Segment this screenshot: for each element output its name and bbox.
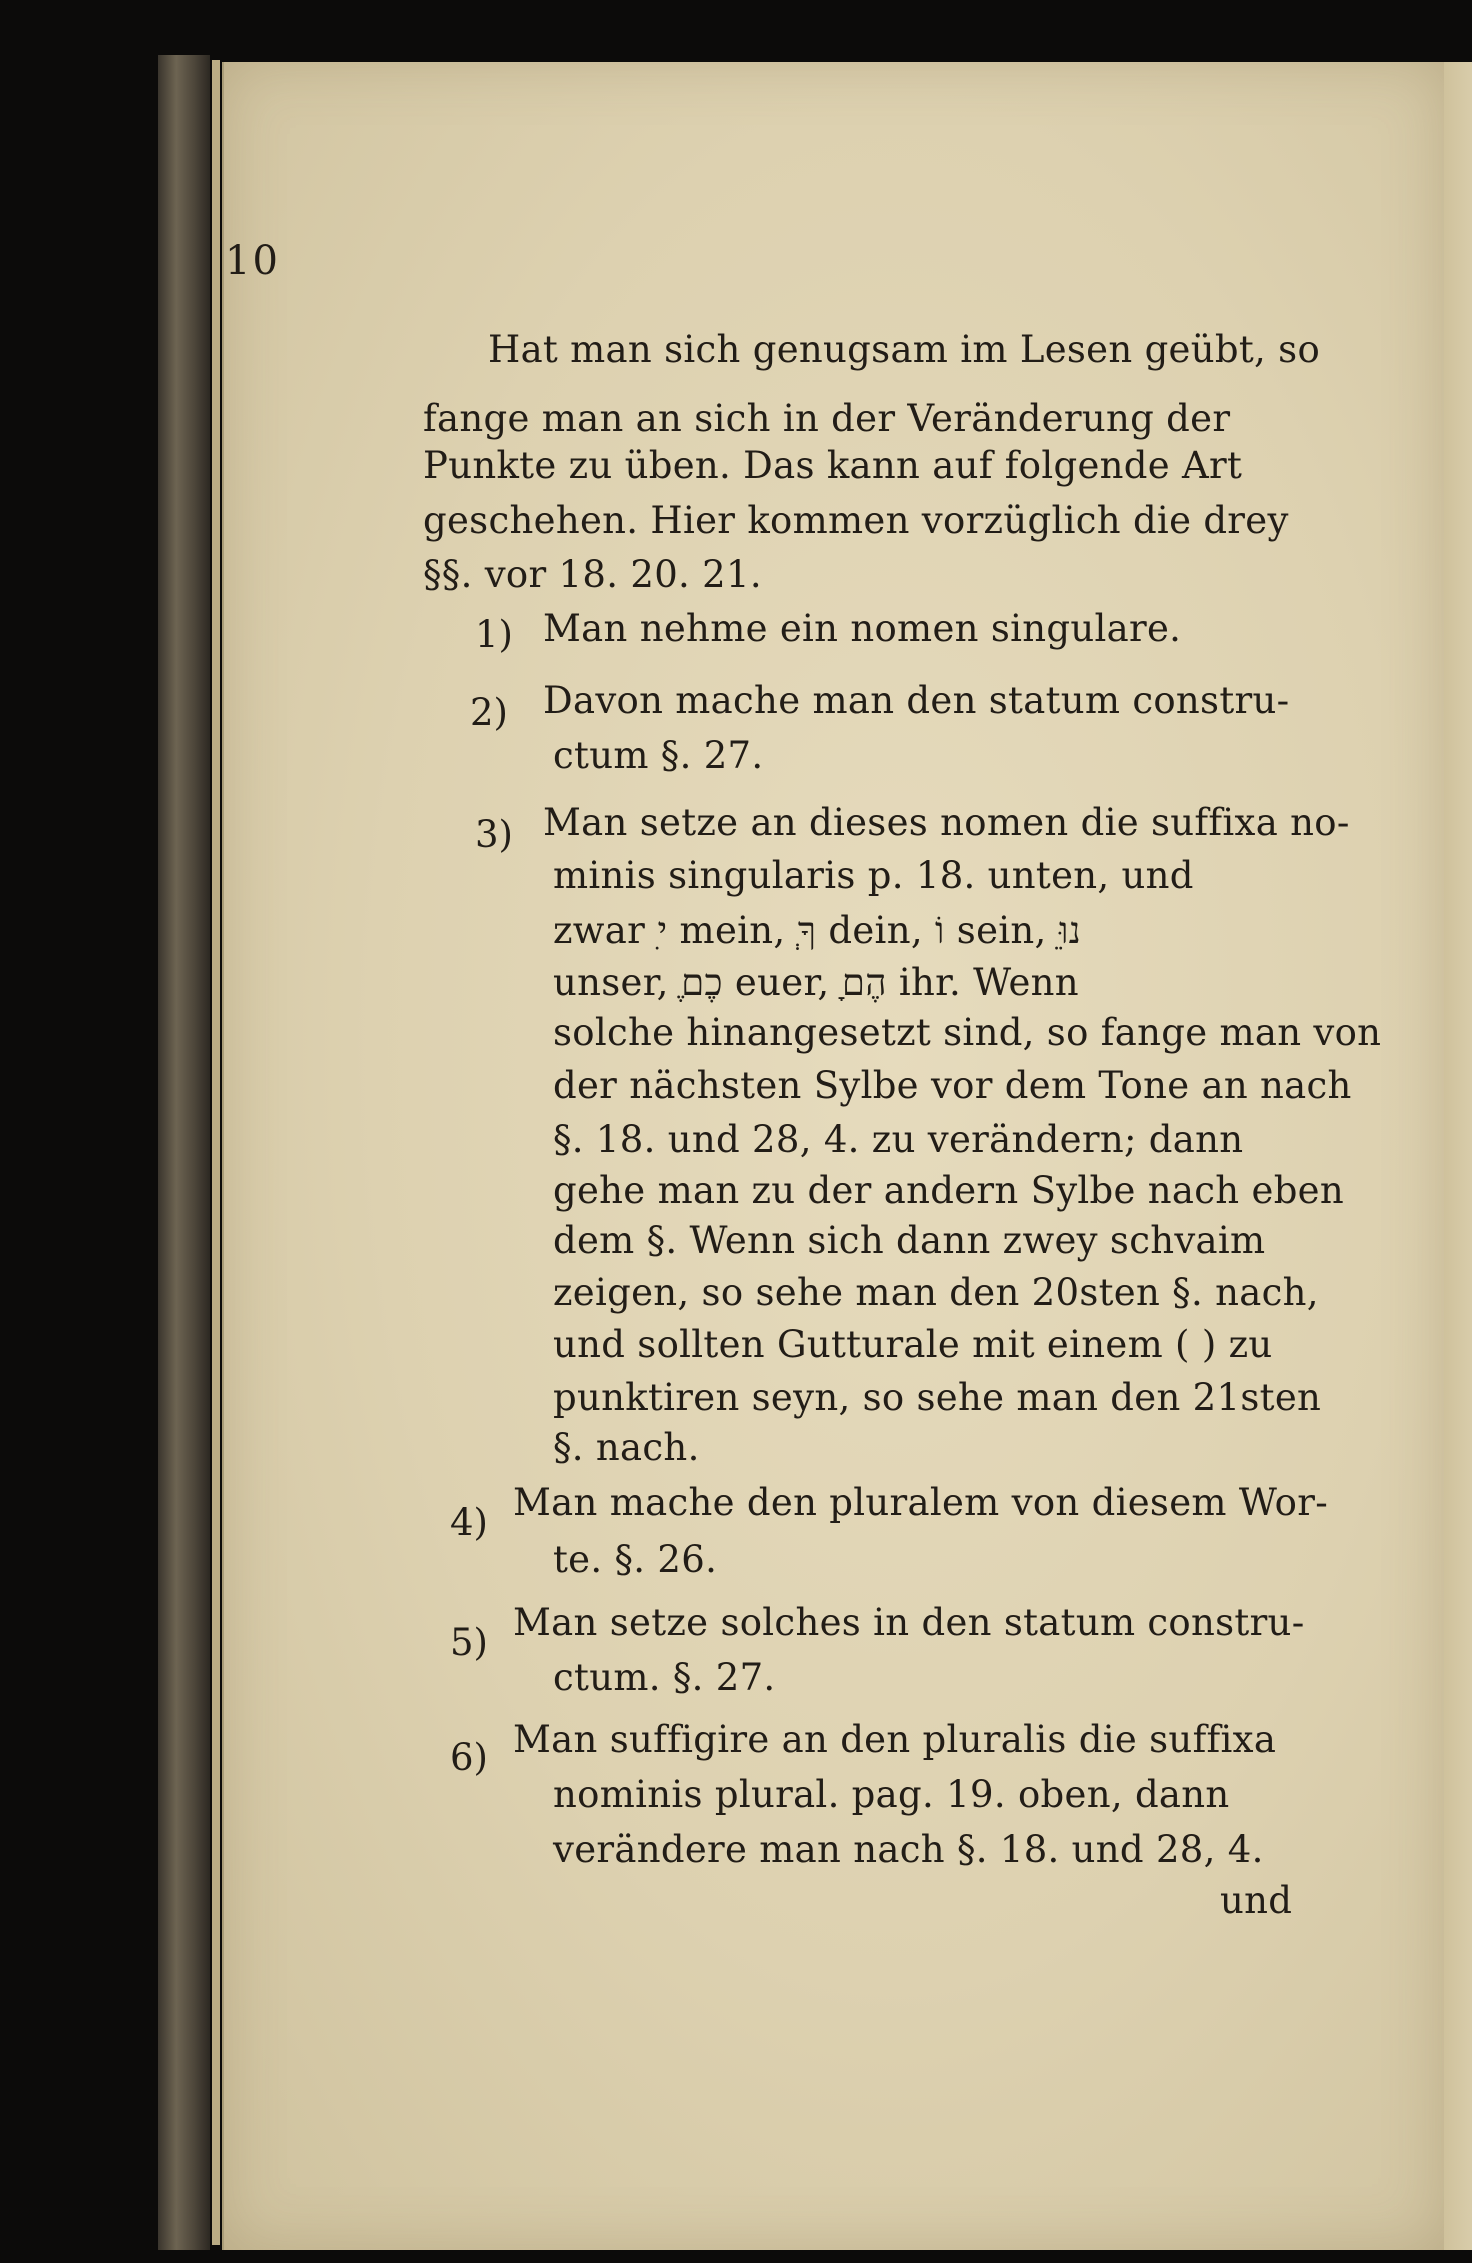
list-item-line: der nächsten Sylbe vor dem Tone an nach [553, 1064, 1352, 1107]
list-item-line: verändere man nach §. 18. und 28, 4. [553, 1828, 1264, 1871]
list-item-line: ctum. §. 27. [553, 1656, 776, 1699]
list-item-number: 4) [450, 1501, 488, 1544]
list-item-line: Man setze an dieses nomen die suffixa no- [543, 801, 1350, 844]
list-item-line: Man mache den pluralem von diesem Wor- [513, 1481, 1329, 1524]
list-item-number: 1) [475, 613, 513, 656]
list-item-line: Davon mache man den statum constru- [543, 679, 1290, 722]
paragraph-line-2: fange man an sich in der Veränderung der [423, 397, 1231, 440]
paragraph-line-3: Punkte zu üben. Das kann auf folgende Art [423, 444, 1243, 487]
list-item-line: minis singularis p. 18. unten, und [553, 854, 1194, 897]
list-item-line: punktiren seyn, so sehe man den 21sten [553, 1376, 1322, 1419]
list-item-line: §. nach. [553, 1426, 700, 1469]
list-item-line: Man nehme ein nomen singulare. [543, 607, 1182, 650]
list-item-number: 2) [470, 691, 508, 734]
list-item-line: solche hinangesetzt sind, so fange man von [553, 1011, 1382, 1054]
book-spine [158, 55, 210, 2250]
list-item-line: nominis plural. pag. 19. oben, dann [553, 1773, 1230, 1816]
paragraph-line-1: Hat man sich genugsam im Lesen geübt, so [488, 328, 1321, 371]
list-item-line: Man setze solches in den statum constru- [513, 1601, 1305, 1644]
list-item-line: und sollten Gutturale mit einem ( ) zu [553, 1323, 1273, 1366]
list-item-line: dem §. Wenn sich dann zwey schvaim [553, 1219, 1266, 1262]
list-item-line: Man suffigire an den pluralis die suffixa [513, 1718, 1277, 1761]
list-item-line: unser, ֶכֶם euer, ָהֶם ihr. Wenn [553, 961, 1079, 1004]
list-item-number: 3) [475, 813, 513, 856]
list-item-line: §. 18. und 28, 4. zu verändern; dann [553, 1118, 1244, 1161]
list-item-line: zeigen, so sehe man den 20sten §. nach, [553, 1271, 1319, 1314]
list-item-number: 5) [450, 1621, 488, 1664]
list-item-line: ctum §. 27. [553, 734, 764, 777]
list-item-number: 6) [450, 1736, 488, 1779]
paragraph-line-4: geschehen. Hier kommen vorzüglich die drey [423, 499, 1289, 542]
catchword: und [1220, 1879, 1293, 1922]
list-item-line: gehe man zu der andern Sylbe nach eben [553, 1169, 1345, 1212]
list-item-line: zwar ִי mein, ְךָ dein, וֹ sein, ֵנוּ [553, 909, 1082, 952]
page-edge-strip [212, 60, 220, 2245]
list-item-line: te. §. 26. [553, 1538, 718, 1581]
page-number: 10 [225, 238, 280, 284]
paragraph-line-5: §§. vor 18. 20. 21. [423, 553, 762, 596]
